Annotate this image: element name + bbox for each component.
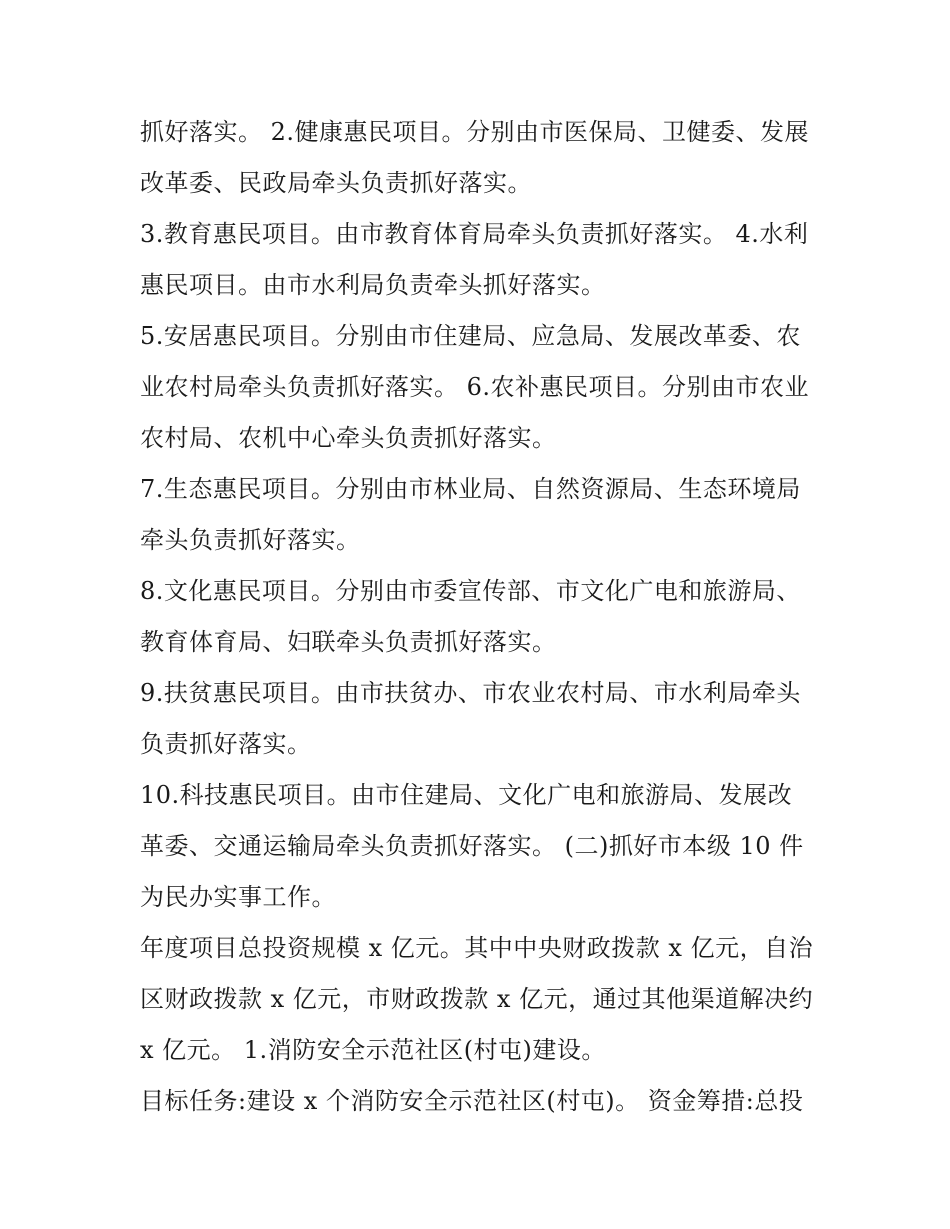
text-line: 改革委、民政局牵头负责抓好落实。	[140, 169, 532, 197]
text-line: 负责抓好落实。	[140, 730, 312, 758]
text-line: 惠民项目。由市水利局负责牵头抓好落实。	[140, 271, 606, 299]
text-line: 牵头负责抓好落实。	[140, 526, 361, 554]
text-line: 年度项目总投资规模 x 亿元。其中中央财政拨款 x 亿元，自治	[140, 934, 814, 962]
text-line: 7.生态惠民项目。分别由市林业局、自然资源局、生态环境局	[140, 475, 801, 503]
text-line: 3.教育惠民项目。由市教育体育局牵头负责抓好落实。 4.水利	[140, 220, 809, 248]
text-line: 5.安居惠民项目。分别由市住建局、应急局、发展改革委、农	[140, 322, 801, 350]
text-line: x 亿元。 1.消防安全示范社区(村屯)建设。	[140, 1036, 606, 1064]
text-line: 10.科技惠民项目。由市住建局、文化广电和旅游局、发展改	[140, 781, 793, 809]
text-line: 业农村局牵头负责抓好落实。 6.农补惠民项目。分别由市农业	[140, 373, 810, 401]
text-line: 抓好落实。 2.健康惠民项目。分别由市医保局、卫健委、发展	[140, 118, 810, 146]
text-line: 目标任务:建设 x 个消防安全示范社区(村屯)。 资金筹措:总投	[140, 1087, 804, 1115]
text-line: 区财政拨款 x 亿元，市财政拨款 x 亿元，通过其他渠道解决约	[140, 985, 814, 1013]
text-line: 为民办实事工作。	[140, 883, 336, 911]
document-body	[140, 107, 820, 1127]
text-line: 教育体育局、妇联牵头负责抓好落实。	[140, 628, 557, 656]
text-line: 农村局、农机中心牵头负责抓好落实。	[140, 424, 557, 452]
text-line: 9.扶贫惠民项目。由市扶贫办、市农业农村局、市水利局牵头	[140, 679, 801, 707]
text-line: 革委、交通运输局牵头负责抓好落实。 (二)抓好市本级 10 件	[140, 832, 804, 860]
text-line: 8.文化惠民项目。分别由市委宣传部、市文化广电和旅游局、	[140, 577, 801, 605]
